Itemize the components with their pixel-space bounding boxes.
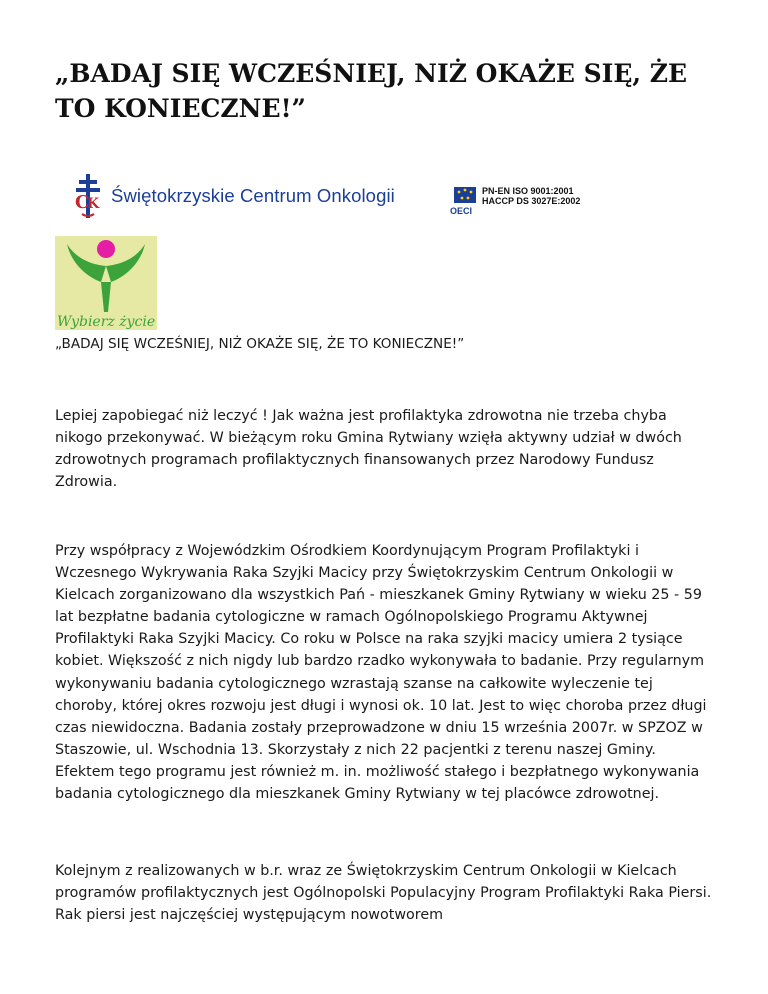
- logo-row: [55, 172, 715, 222]
- sco-logo-text: Świętokrzyskie Centrum Onkologii: [111, 185, 395, 206]
- sco-logo: [73, 172, 413, 220]
- wybierz-zycie-text: Wybierz życie: [57, 314, 156, 330]
- article-subtitle: „BADAJ SIĘ WCZEŚNIEJ, NIŻ OKAŻE SIĘ, ŻE TO KONIECZNE!”: [55, 336, 465, 352]
- paragraph-intro: Lepiej zapobiegać niż leczyć ! Jak ważna jest profilaktyka zdrowotna nie trzeba chyba nikogo przekonywać. W bieżącym roku Gmina Rytwiany wzięła aktywny udział w dwóch zdrowotnych programach profilaktycznych finansowanych przez Narodowy Fundusz Zdrowia.: [55, 408, 682, 491]
- cross-emblem-icon: [73, 174, 103, 218]
- svg-text:C: C: [75, 192, 90, 213]
- eu-stars-icon: [450, 184, 480, 206]
- wybierz-zycie-logo: [55, 236, 157, 330]
- paragraph-cytology-program: Przy współpracy z Wojewódzkim Ośrodkiem Koordynującym Program Profilaktyki i Wczesnego Wykrywania Raka Szyjki Macicy przy Świętokrzyskim Centrum Onkologii w Kielcach zorganizowano dla wszystkich Pań - mieszkanek Gminy Rytwiany w wieku 25 - 59 lat bezpłatne badania cytologiczne w ramach Ogólnopolskiego Programu Aktywnej Profilaktyki Raka Szyjki Macicy. Co roku w Polsce na raka szyjki macicy umiera 2 tysiące kobiet. Większość z nich nigdy lub bardzo rzadko wykonywała to badanie. Przy regularnym wykonywaniu badania cytologicznego wzrastają szanse na całkowite wyleczenie tej choroby, której okres rozwoju jest długi i wynosi ok. 10 lat. Jest to więc choroba przez długi czas niewidoczna. Badania zostały przeprowadzone w dniu 15 września 2007r. w SPZOZ w Staszowie, ul. Wschodnia 13. Skorzystały z nich 22 pacjentki z terenu naszej Gminy. Efektem tego programu jest również m. in. możliwość stałego i bezpłatnego wykonywania badania cytologicznego dla mieszkanek Gminy Rytwiany w tej placówce zdrowotnej.: [55, 543, 707, 803]
- iso-text: [482, 186, 580, 206]
- flower-figure-icon: [55, 236, 157, 316]
- iso-line-1: PN-EN ISO 9001:2001: [482, 186, 574, 196]
- iso-line-2: HACCP DS 3027E:2002: [482, 196, 581, 206]
- page-title: „BADAJ SIĘ WCZEŚNIEJ, NIŻ OKAŻE SIĘ, ŻE TO KONIECZNE!”: [55, 59, 688, 123]
- iso-certification-logo: [450, 184, 630, 218]
- svg-text:K: K: [87, 196, 100, 212]
- paragraph-breast-cancer-program: Kolejnym z realizowanych w b.r. wraz ze Świętokrzyskim Centrum Onkologii w Kielcach programów profilaktycznych jest Ogólnopolski Populacyjny Program Profilaktyki Raka Piersi. Rak piersi jest najczęściej występującym nowotworem: [55, 863, 712, 924]
- oeci-label: OECI: [450, 206, 473, 216]
